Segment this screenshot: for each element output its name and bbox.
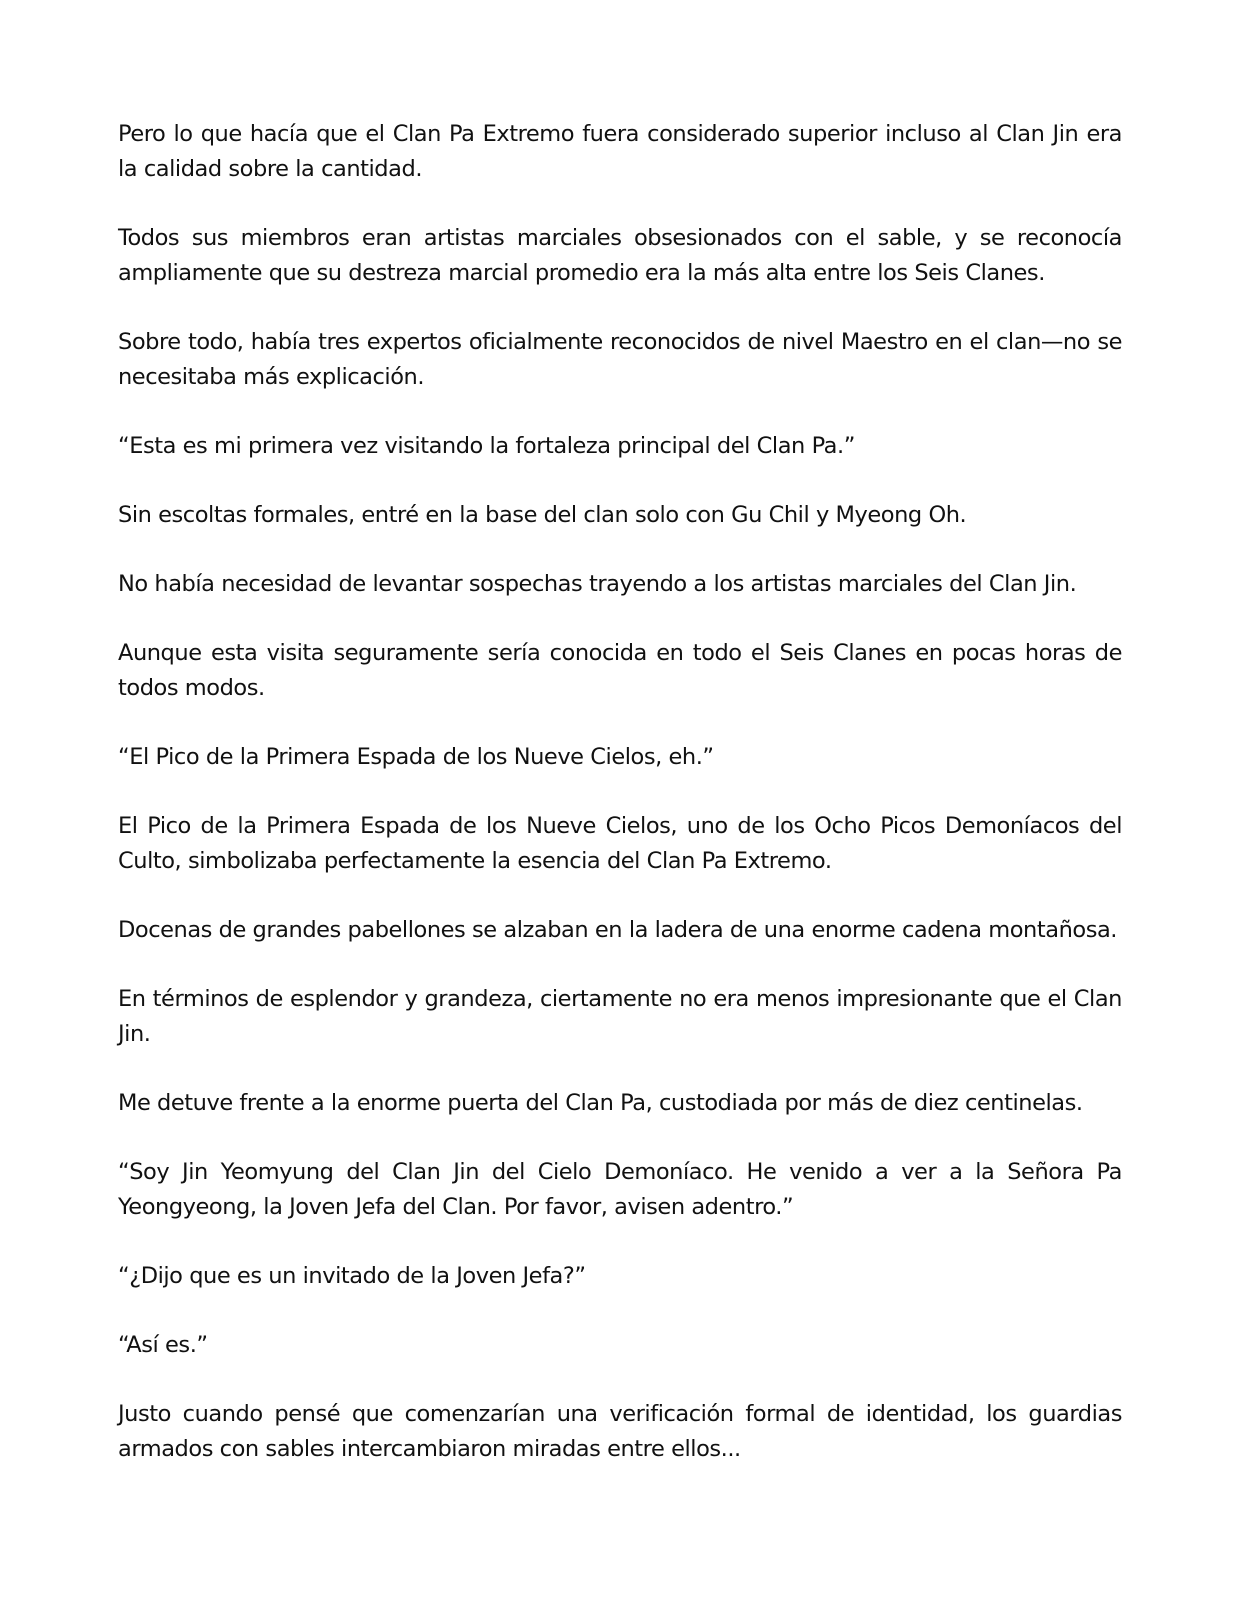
paragraph-5: Sin escoltas formales, entré en la base del clan solo con Gu Chil y Myeong Oh. (118, 502, 967, 528)
paragraph-10: Docenas de grandes pabellones se alzaban en la ladera de una enorme cadena montañosa. (118, 917, 1118, 943)
paragraph-9: El Pico de la Primera Espada de los Nueve Cielos, uno de los Ocho Picos Demoníacos del Culto, simbolizaba perfectamente la esencia del Clan Pa Extremo. (118, 813, 1122, 874)
paragraph-2: Todos sus miembros eran artistas marciales obsesionados con el sable, y se reconocía ampliamente que su destreza marcial promedio era la más alta entre los Seis Clanes. (118, 225, 1122, 286)
document-body (118, 117, 1122, 1467)
paragraph-1: Pero lo que hacía que el Clan Pa Extremo fuera considerado superior incluso al Clan Jin era la calidad sobre la cantidad. (118, 121, 1122, 182)
paragraph-4: “Esta es mi primera vez visitando la fortaleza principal del Clan Pa.” (118, 433, 855, 459)
paragraph-12: Me detuve frente a la enorme puerta del Clan Pa, custodiada por más de diez centinelas. (118, 1090, 1083, 1116)
paragraph-7: Aunque esta visita seguramente sería conocida en todo el Seis Clanes en pocas horas de todos modos. (118, 640, 1122, 701)
paragraph-16: Justo cuando pensé que comenzarían una verificación formal de identidad, los guardias armados con sables intercambiaron miradas entre ellos... (118, 1401, 1122, 1462)
paragraph-8: “El Pico de la Primera Espada de los Nueve Cielos, eh.” (118, 744, 714, 770)
paragraph-13: “Soy Jin Yeomyung del Clan Jin del Cielo Demoníaco. He venido a ver a la Señora Pa Yeongyeong, la Joven Jefa del Clan. Por favor, avisen adentro.” (118, 1159, 1122, 1220)
paragraph-3: Sobre todo, había tres expertos oficialmente reconocidos de nivel Maestro en el clan—no se necesitaba más explicación. (118, 329, 1122, 390)
paragraph-6: No había necesidad de levantar sospechas trayendo a los artistas marciales del Clan Jin. (118, 571, 1077, 597)
paragraph-15: “Así es.” (118, 1332, 208, 1358)
paragraph-14: “¿Dijo que es un invitado de la Joven Jefa?” (118, 1263, 586, 1289)
paragraph-11: En términos de esplendor y grandeza, ciertamente no era menos impresionante que el Clan Jin. (118, 986, 1122, 1047)
